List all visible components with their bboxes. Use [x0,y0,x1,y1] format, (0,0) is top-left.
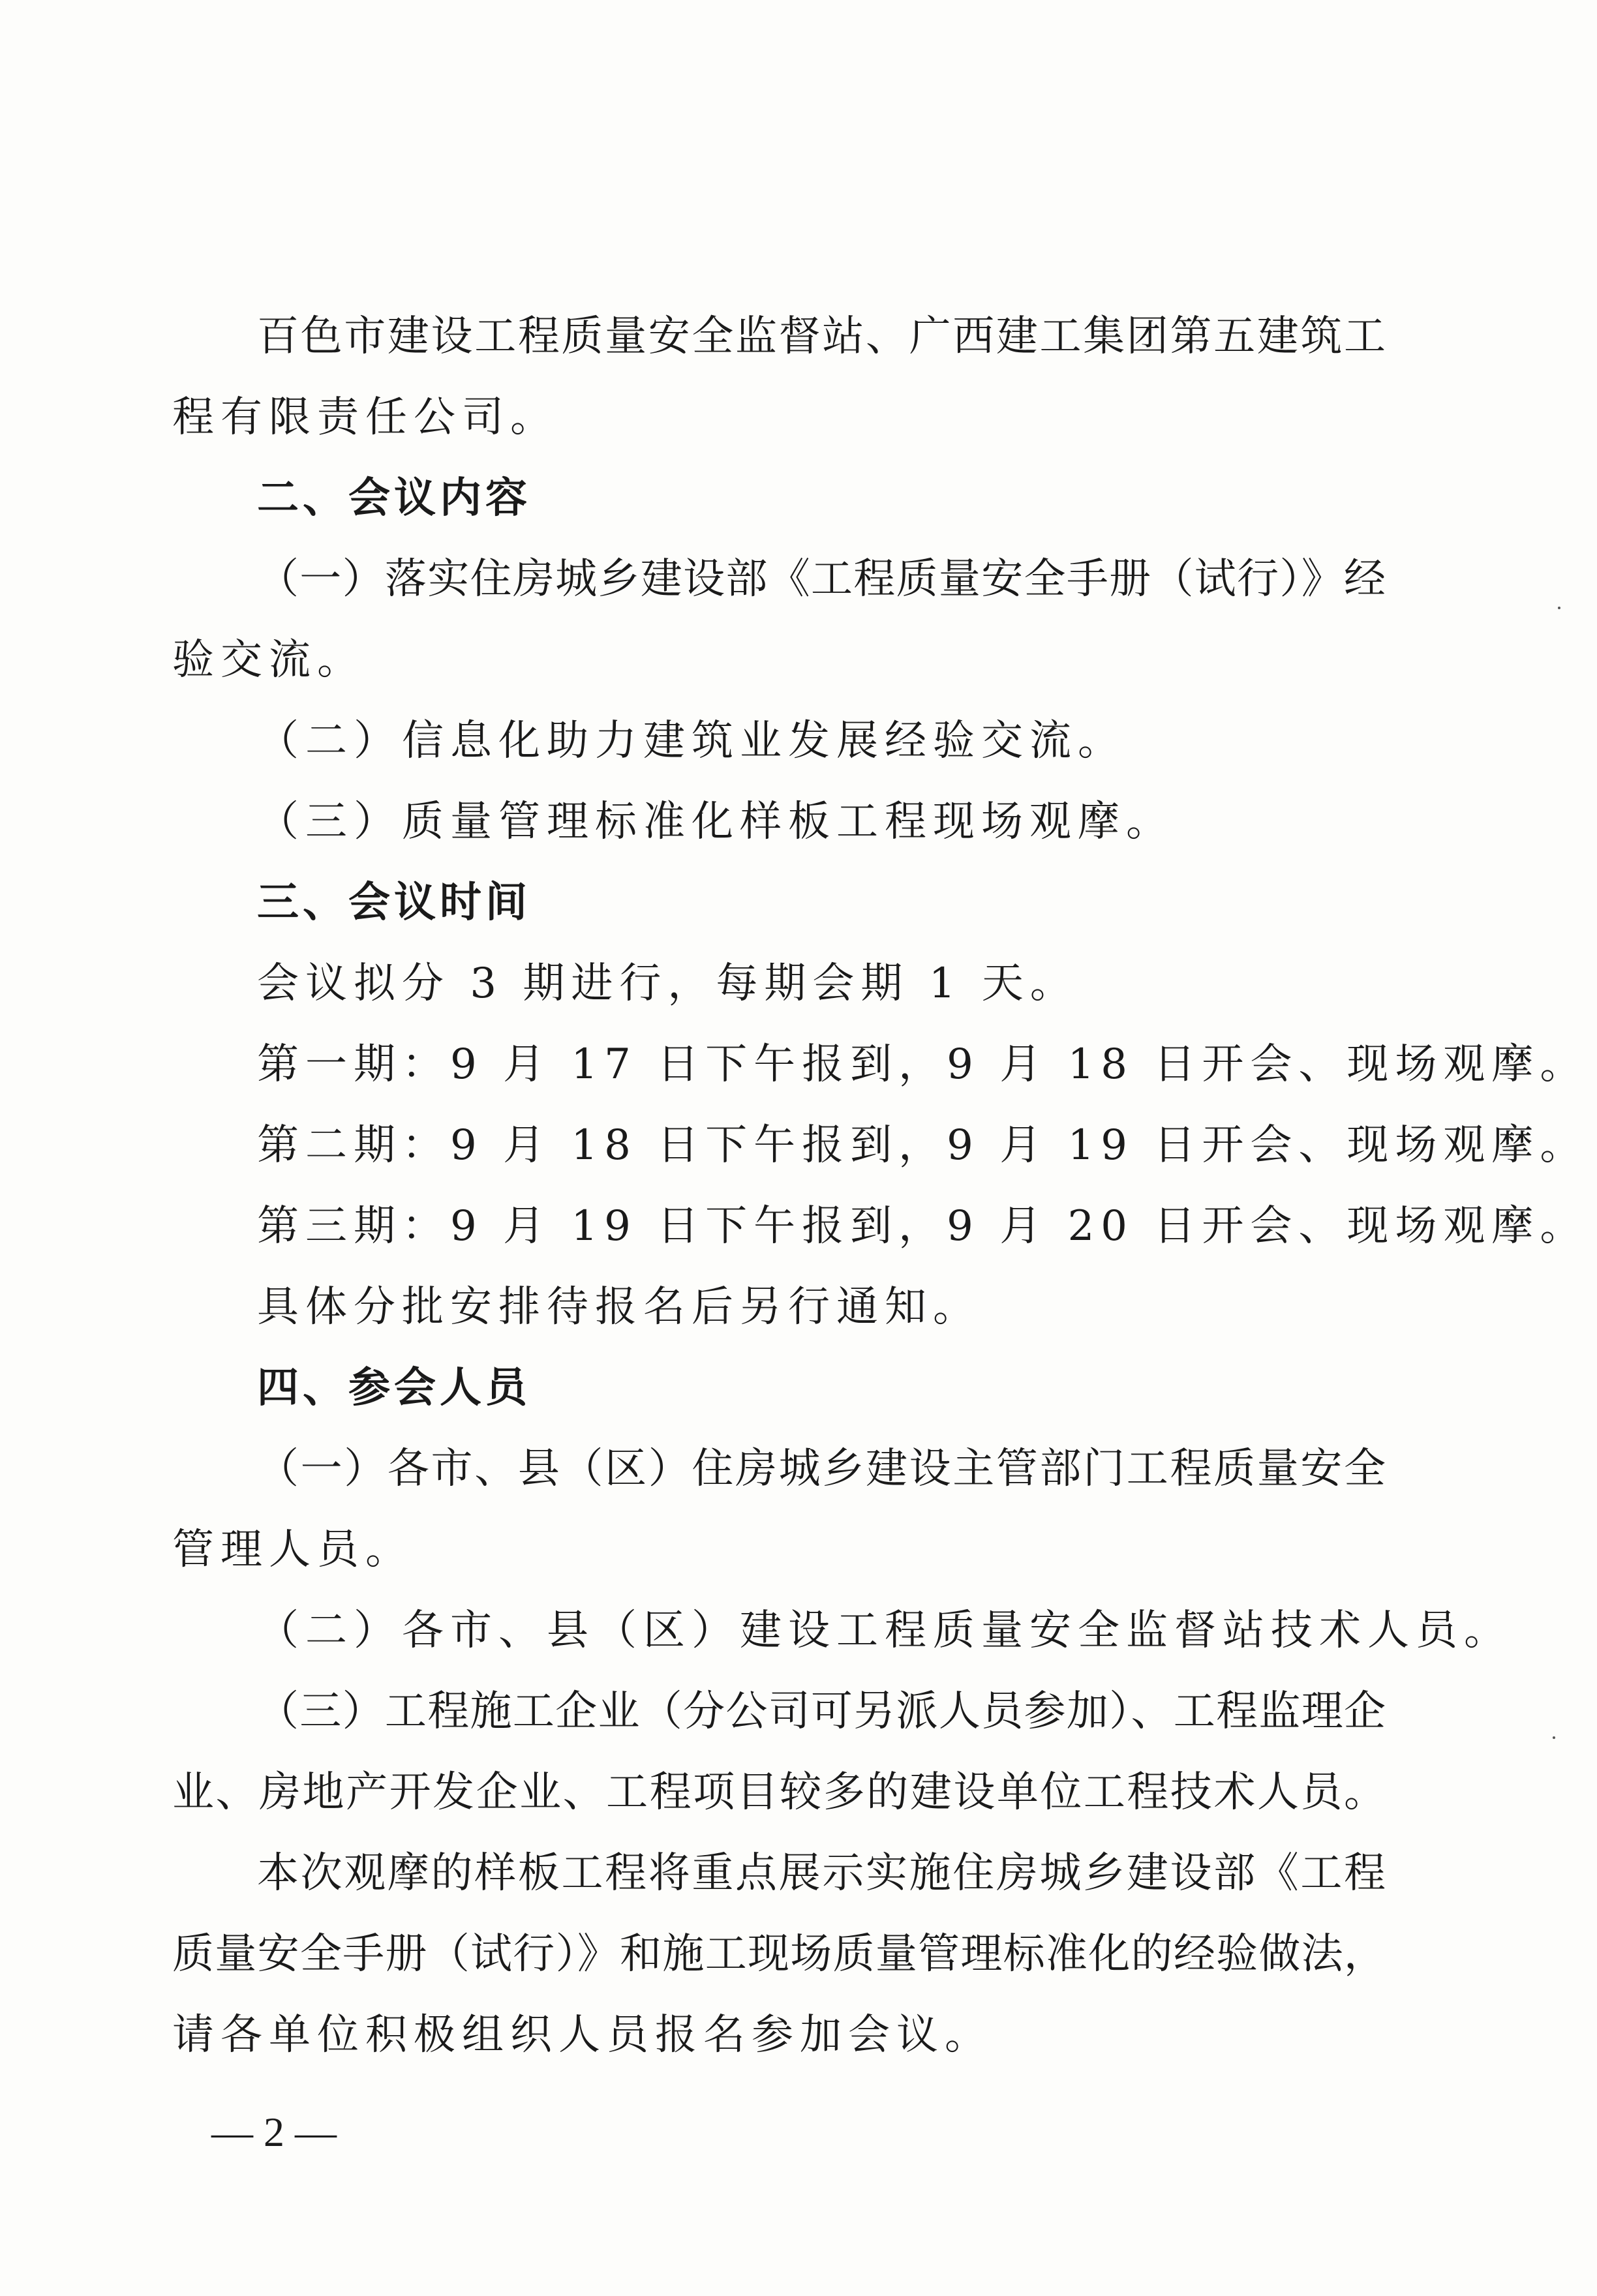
section-heading: 三、会议时间 [257,879,531,927]
list-item: 业、房地产开发企业、工程项目较多的建设单位工程技术人员。 [172,1768,1386,1817]
section-heading: 四、参会人员 [257,1364,531,1412]
list-item: （三）质量管理标准化样板工程现场观摩。 [257,798,1174,846]
list-item: （一）落实住房城乡建设部《工程质量安全手册（试行）》经 [257,555,1386,603]
schedule-line: 第一期：9 月 17 日下午报到，9 月 18 日开会、现场观摩。 [257,1040,1589,1089]
section-heading: 二、会议内容 [257,474,531,522]
paragraph-line: 质量安全手册（试行）》和施工现场质量管理标准化的经验做法， [172,1930,1386,1978]
list-item: （一）各市、县（区）住房城乡建设主管部门工程质量安全 [257,1445,1386,1493]
paragraph-line: 请各单位积极组织人员报名参加会议。 [172,2011,993,2059]
list-item: 验交流。 [172,636,365,684]
list-item: （二）信息化助力建筑业发展经验交流。 [257,717,1126,765]
list-item: （三）工程施工企业（分公司可另派人员参加）、工程监理企 [257,1687,1386,1736]
page-number: — 2 — [211,2109,337,2155]
list-item: 管理人员。 [172,1526,414,1574]
schedule-line: 第三期：9 月 19 日下午报到，9 月 20 日开会、现场观摩。 [257,1202,1589,1250]
paragraph-line: 百色市建设工程质量安全监督站、广西建工集团第五建筑工 [257,312,1386,361]
schedule-line: 第二期：9 月 18 日下午报到，9 月 19 日开会、现场观摩。 [257,1121,1589,1170]
list-item: （二）各市、县（区）建设工程质量安全监督站技术人员。 [257,1607,1512,1655]
scan-speck [1558,607,1560,609]
paragraph-line: 程有限责任公司。 [172,393,558,442]
paragraph-line: 会议拟分 3 期进行，每期会期 1 天。 [257,959,1078,1008]
scan-speck [1553,1736,1555,1739]
paragraph-line: 本次观摩的样板工程将重点展示实施住房城乡建设部《工程 [257,1849,1386,1897]
paragraph-line: 具体分批安排待报名后另行通知。 [257,1283,981,1331]
